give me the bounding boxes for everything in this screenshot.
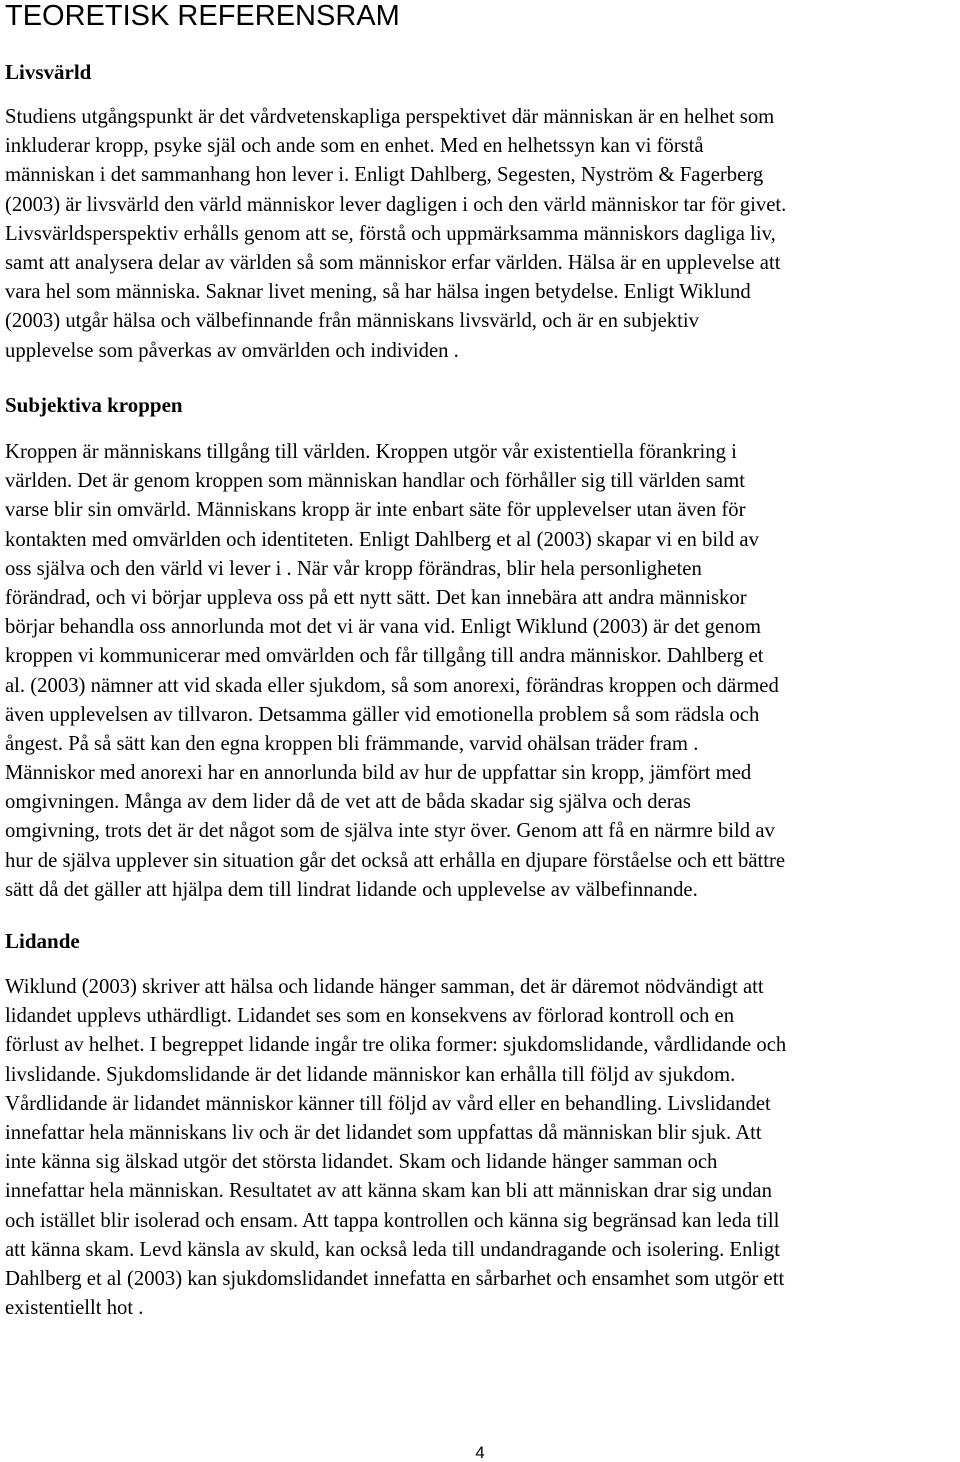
text-line: omgivning, trots det är det något som de själva inte styr över. Genom att få en närmre bild av: [5, 820, 775, 843]
text-line: kroppen vi kommunicerar med omvärlden och får tillgång till andra människor. Dahlberg et: [5, 645, 764, 668]
text-line: Livsvärldsperspektiv erhålls genom att se, förstå och uppmärksamma människors dagliga liv,: [5, 222, 776, 245]
page-number: 4: [475, 1443, 485, 1462]
section-body-subjektiva-kroppen: [5, 438, 785, 905]
text-line: Vårdlidande är lidandet människor känner till följd av vård eller en behandling. Livslidandet: [5, 1092, 771, 1115]
text-line: (2003) är livsvärld den värld människor lever dagligen i och den värld människor tar för givet.: [5, 193, 787, 216]
text-line: Studiens utgångspunkt är det vårdvetenskapliga perspektivet där människan är en helhet som: [5, 106, 775, 128]
section-body-livsvarld: [5, 103, 786, 366]
text-line: al. (2003) nämner att vid skada eller sjukdom, så som anorexi, förändras kroppen och därmed: [5, 674, 779, 697]
text-line: även upplevelsen av tillvaron. Detsamma gäller vid emotionella problem så som rädsla och: [5, 703, 760, 726]
text-line: innefattar hela människans liv och är det lidandet som uppfattas då människan blir sjuk. Att: [5, 1121, 762, 1144]
text-line: vara hel som människa. Saknar livet mening, så har hälsa ingen betydelse. Enligt Wiklund: [5, 281, 751, 304]
text-line: Dahlberg et al (2003) kan sjukdomslidandet innefatta en sårbarhet och ensamhet som utgör ett: [5, 1267, 785, 1290]
page-title: TEORETISK REFERENSRAM: [5, 0, 400, 32]
text-line: existentiellt hot .: [5, 1297, 144, 1320]
text-line: hur de själva upplever sin situation går det också att erhålla en djupare förståelse och ett bättre: [5, 849, 786, 872]
text-line: börjar behandla oss annorlunda mot det vi är vana vid. Enligt Wiklund (2003) är det genom: [5, 616, 761, 639]
text-line: livslidande. Sjukdomslidande är det lidande människor kan erhålla till följd av sjukdom.: [5, 1063, 736, 1086]
text-line: omgivningen. Många av dem lider då de vet att de båda skadar sig själva och deras: [5, 791, 691, 814]
text-line: upplevelse som påverkas av omvärlden och individen .: [5, 339, 459, 362]
section-heading-subjektiva-kroppen: Subjektiva kroppen: [5, 393, 183, 417]
text-line: att känna skam. Levd känsla av skuld, kan också leda till undandragande och isolering. Enligt: [5, 1238, 780, 1261]
text-line: kontakten med omvärlden och identiteten. Enligt Dahlberg et al (2003) skapar vi en bild av: [5, 528, 759, 551]
text-line: förlust av helhet. I begreppet lidande ingår tre olika former: sjukdomslidande, vårdlidande och: [5, 1034, 787, 1057]
text-line: (2003) utgår hälsa och välbefinnande från människans livsvärld, och är en subjektiv: [5, 310, 699, 333]
text-line: förändrad, och vi börjar uppleva oss på ett nytt sätt. Det kan innebära att andra människor: [5, 586, 747, 609]
text-line: samt att analysera delar av världen så som människor erfar världen. Hälsa är en upplevelse att: [5, 251, 781, 274]
section-heading-lidande: Lidande: [5, 929, 80, 953]
text-line: Kroppen är människans tillgång till världen. Kroppen utgör vår existentiella förankring i: [5, 441, 737, 463]
text-line: Människor med anorexi har en annorlunda bild av hur de uppfattar sin kropp, jämfört med: [5, 762, 752, 785]
text-line: inte känna sig älskad utgör det största lidandet. Skam och lidande hänger samman och: [5, 1151, 718, 1174]
text-line: lidandet upplevs uthärdligt. Lidandet ses som en konsekvens av förlorad kontroll och en: [5, 1005, 735, 1028]
text-line: ångest. På så sätt kan den egna kroppen bli främmande, varvid ohälsan träder fram .: [5, 732, 699, 755]
section-body-lidande: [5, 973, 786, 1323]
text-line: och istället blir isolerad och ensam. Att tappa kontrollen och känna sig begränsad kan leda till: [5, 1209, 780, 1232]
text-line: människan i det sammanhang hon lever i. Enligt Dahlberg, Segesten, Nyström & Fagerberg: [5, 164, 764, 187]
text-line: innefattar hela människan. Resultatet av att känna skam kan bli att människan drar sig undan: [5, 1180, 772, 1203]
text-line: sätt då det gäller att hjälpa dem till lindrat lidande och upplevelse av välbefinnande.: [5, 878, 698, 901]
text-line: Wiklund (2003) skriver att hälsa och lidande hänger samman, det är däremot nödvändigt att: [5, 976, 764, 998]
text-line: varse blir sin omvärld. Människans kropp är inte enbart säte för upplevelser utan även för: [5, 499, 746, 522]
text-line: oss själva och den värld vi lever i . När vår kropp förändras, blir hela personligheten: [5, 557, 702, 580]
section-heading-livsvarld: Livsvärld: [5, 60, 92, 84]
text-line: världen. Det är genom kroppen som människan handlar och förhåller sig till världen samt: [5, 470, 745, 493]
text-line: inkluderar kropp, psyke själ och ande som en enhet. Med en helhetssyn kan vi förstå: [5, 135, 704, 158]
